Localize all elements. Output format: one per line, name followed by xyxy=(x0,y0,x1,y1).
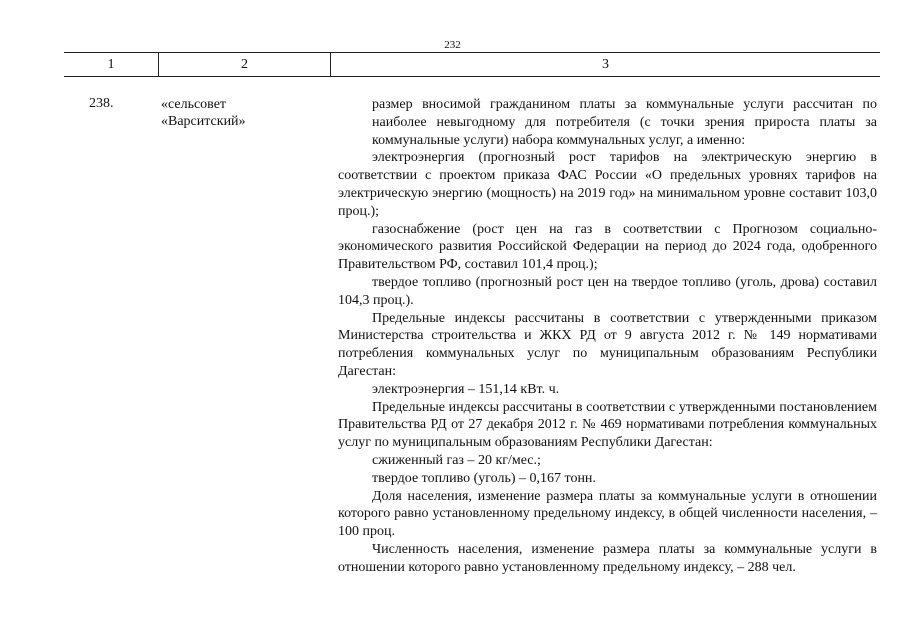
paragraph-solid-fuel-norm: твердое топливо (уголь) – 0,167 тонн. xyxy=(372,470,596,486)
table-header-row xyxy=(64,52,880,77)
table-header-col-1: 1 xyxy=(107,56,115,72)
paragraph-population-count: Численность населения, изменение размера платы за коммунальные услуги в отношении которого равно установленному предельному индексу, – 288 чел. xyxy=(338,541,877,575)
paragraph-indices-decree-469: Предельные индексы рассчитаны в соответствии с утвержденными постановлением Правительства РД от 27 декабря 2012 г. № 469 нормативами потребления коммунальных услуг по муниципальным образованиям Республики Дагестан: xyxy=(338,399,877,451)
paragraph-gas: газоснабжение (рост цен на газ в соответствии с Прогнозом социально-экономического развития Российской Федерации на период до 2024 года, одобренного Правительством РФ, составил 101,4 проц.); xyxy=(338,221,877,273)
paragraph-population-share: Доля населения, изменение размера платы за коммунальные услуги в отношении которого равно установленному предельному индексу, в общей численности населения, – 100 проц. xyxy=(338,488,877,540)
paragraph-electricity: электроэнергия (прогнозный рост тарифов на электрическую энергию в соответствии с проектом приказа ФАС России «О предельных уровнях тарифов на электрическую энергию (мощность) на 2019 год» на минимальном уровне составит 103,0 проц.); xyxy=(338,150,877,219)
paragraph-electricity-norm: электроэнергия – 151,14 кВт. ч. xyxy=(372,381,560,397)
municipality-name-line-1: «сельсовет xyxy=(161,97,227,112)
paragraph-indices-order-149: Предельные индексы рассчитаны в соответствии с утвержденными приказом Министерства строительства и ЖКХ РД от 9 августа 2012 г. № 149 нормативами потребления коммунальных услуг по муниципальным образованиям Республики Дагестан: xyxy=(338,310,877,379)
page-number: 232 xyxy=(444,39,461,51)
row-number: 238. xyxy=(89,96,114,111)
paragraph-solid-fuel: твердое топливо (прогнозный рост цен на твердое топливо (уголь, дрова) составил 104,3 проц.). xyxy=(338,274,877,308)
paragraph-liquefied-gas-norm: сжиженный газ – 20 кг/мес.; xyxy=(372,452,541,468)
row-description xyxy=(338,96,877,577)
municipality-name-line-2: «Варситский» xyxy=(161,114,246,129)
table-header-col-2: 2 xyxy=(158,53,330,76)
table-header-col-3: 3 xyxy=(330,53,880,76)
municipality-name xyxy=(161,96,321,130)
paragraph-intro: размер вносимой гражданином платы за коммунальные услуги рассчитан по наиболее невыгодному для потребителя (с точки зрения прироста платы за коммунальные услуги) набора коммунальных услуг, а именно: xyxy=(372,97,877,148)
